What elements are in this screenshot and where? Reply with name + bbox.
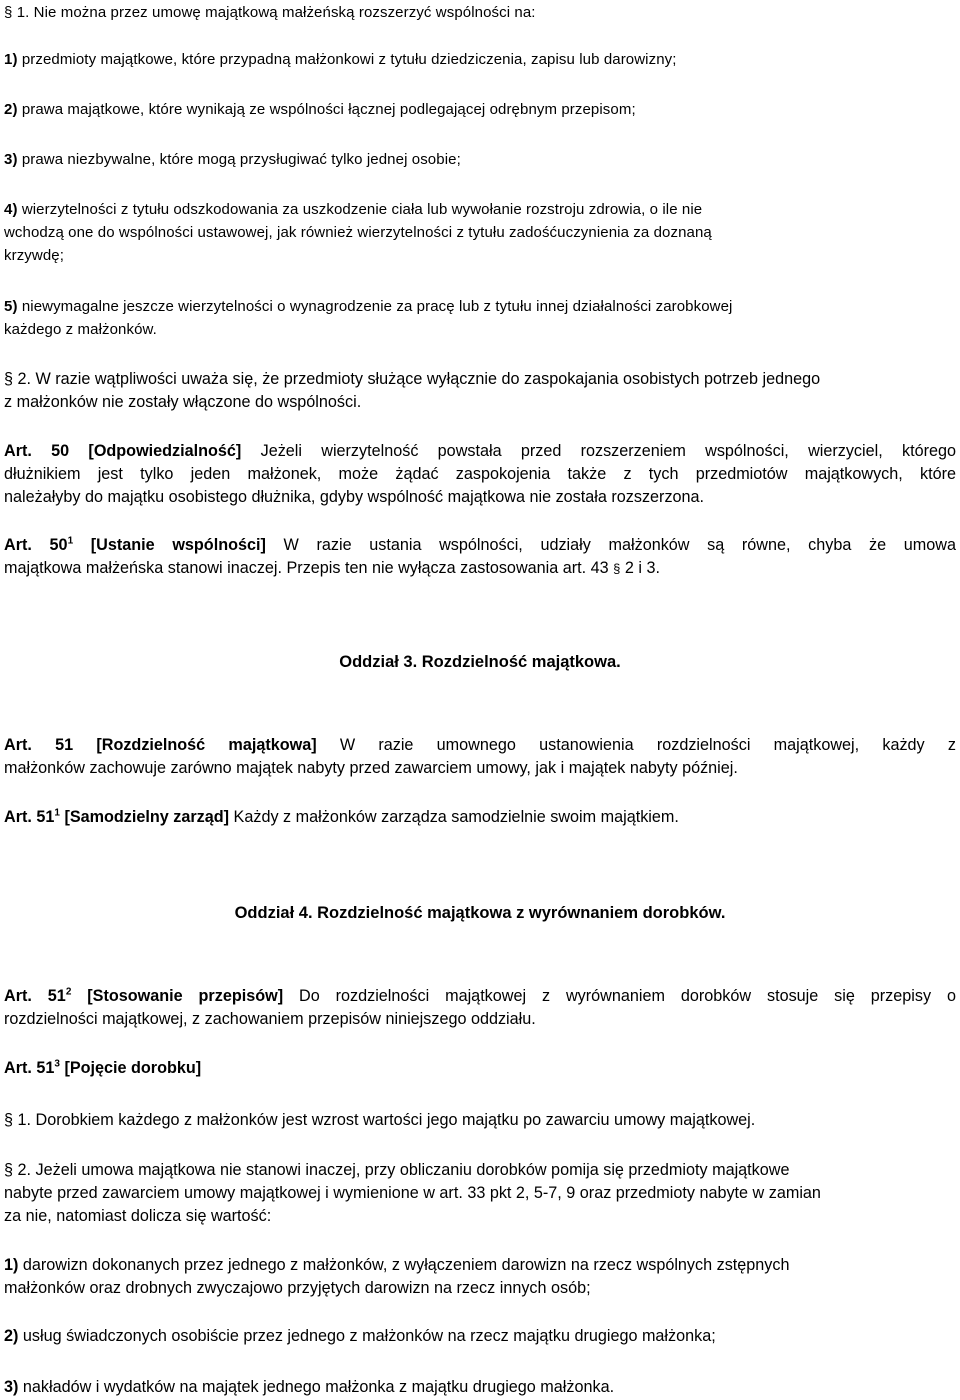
article-superscript: 2	[65, 986, 72, 998]
item-line-2: małżonków oraz drobnych zwyczajowo przyjętych darowizn na rzecz innych osób;	[4, 1279, 591, 1297]
article-51-1	[4, 806, 956, 829]
sub-item-3	[4, 1376, 956, 1399]
article-heading-b: [Samodzielny zarząd]	[59, 808, 230, 826]
item-text-line-1: wierzytelności z tytułu odszkodowania za uszkodzenie ciała lub wywołanie rozstroju zdrowia, o ile nie	[17, 201, 703, 218]
paragraph-line-2: z małżonków nie zostały włączone do wspólności.	[4, 393, 362, 411]
list-item-1	[4, 48, 956, 71]
article-superscript: 3	[54, 1058, 60, 1070]
item-text-line-1: niewymagalne jeszcze wierzytelności o wynagrodzenie za pracę lub z tytułu innej działalności zarobkowej	[17, 298, 733, 315]
article-heading-b: [Ustanie wspólności]	[73, 536, 266, 554]
article-51-3	[4, 1057, 956, 1080]
item-text: prawa majątkowe, które wynikają ze wspólności łącznej podlegającej odrębnym przepisom;	[17, 101, 636, 118]
list-item-3	[4, 148, 956, 171]
item-number: 2)	[4, 1327, 19, 1345]
list-item-5	[4, 295, 956, 341]
article-heading-b: [Pojęcie dorobku]	[59, 1059, 202, 1077]
sub-item-1	[4, 1254, 956, 1300]
article-text: Każdy z małżonków zarządza samodzielnie swoim majątkiem.	[229, 808, 679, 826]
article-superscript: 1	[54, 807, 60, 819]
article-50	[4, 440, 956, 509]
article-line-3: należałyby do majątku osobistego dłużnika, gdyby wspólność majątkowa nie została rozszerzona.	[4, 488, 705, 506]
article-line-2b: 2 i 3.	[620, 559, 660, 577]
article-51-2	[4, 985, 956, 1031]
article-line-1: W razie ustania wspólności, udziały małżonków są równe, chyba że umowa	[265, 536, 956, 554]
article-line-2: małżonków zachowuje zarówno majątek nabyty przed zawarciem umowy, jak i majątek nabyty później.	[4, 759, 738, 777]
item-text: nakładów i wydatków na majątek jednego małżonka z majątku drugiego małżonka.	[18, 1378, 615, 1396]
article-50-1	[4, 534, 956, 580]
article-heading: Art. 51 [Rozdzielność majątkowa]	[4, 736, 317, 754]
paragraph-art49-2	[4, 368, 956, 414]
heading-oddzial-3: Oddział 3. Rozdzielność majątkowa.	[339, 653, 621, 671]
item-text: prawa niezbywalne, które mogą przysługiwać tylko jednej osobie;	[17, 151, 461, 168]
article-line-2: rozdzielności majątkowej, z zachowaniem przepisów niniejszego oddziału.	[4, 1010, 536, 1028]
article-line-2a: majątkowa małżeńska stanowi inaczej. Przepis ten nie wyłącza zastosowania art. 43	[4, 559, 614, 577]
paragraph-art51-3-1	[4, 1109, 956, 1132]
paragraph-line-1: 2. W razie wątpliwości uważa się, że przedmioty służące wyłącznie do zaspokajania osobistych potrzeb jednego	[13, 370, 821, 388]
item-text: przedmioty majątkowe, które przypadną małżonkowi z tytułu dziedziczenia, zapisu lub darowizny;	[17, 51, 677, 68]
item-number: 3)	[4, 1378, 19, 1396]
item-number: 4)	[4, 201, 18, 218]
article-line-1: Jeżeli wierzytelność powstała przed rozszerzeniem wspólności, wierzyciel, którego	[241, 442, 956, 460]
paragraph-line-3: za nie, natomiast dolicza się wartość:	[4, 1207, 272, 1225]
item-number: 3)	[4, 151, 18, 168]
item-text: usług świadczonych osobiście przez jednego z małżonków na rzecz majątku drugiego małżonka;	[18, 1327, 716, 1345]
item-number: 1)	[4, 1256, 19, 1274]
list-item-4	[4, 198, 956, 267]
article-superscript: 1	[67, 535, 74, 547]
sub-item-2	[4, 1325, 956, 1348]
article-heading-b: [Stosowanie przepisów]	[71, 987, 284, 1005]
item-text-line-3: krzywdę;	[4, 247, 64, 264]
paragraph-art51-3-2	[4, 1159, 956, 1228]
article-heading: Art. 50 [Odpowiedzialność]	[4, 442, 242, 460]
article-heading-a: Art. 50	[4, 536, 68, 554]
item-text-line-2: wchodzą one do wspólności ustawowej, jak również wierzytelności z tytułu zadośćuczynienia za doznaną	[4, 224, 712, 241]
article-line-1: W razie umownego ustanowienia rozdzielności majątkowej, każdy z	[316, 736, 956, 754]
section-sign: §	[4, 1161, 14, 1179]
article-heading-a: Art. 51	[4, 987, 66, 1005]
item-line-1: darowizn dokonanych przez jednego z małżonków, z wyłączeniem darowizn na rzecz wspólnych zstępnych	[18, 1256, 790, 1274]
item-text-line-2: każdego z małżonków.	[4, 321, 157, 338]
article-heading-a: Art. 51	[4, 1059, 55, 1077]
paragraph-text: 1. Dorobkiem każdego z małżonków jest wzrost wartości jego majątku po zawarciu umowy majątkowej.	[13, 1111, 756, 1129]
section-sign: §	[4, 1111, 14, 1129]
list-item-2	[4, 98, 956, 121]
paragraph-art49-1	[4, 1, 956, 24]
paragraph-text: § 1. Nie można przez umowę majątkową małżeńską rozszerzyć wspólności na:	[4, 4, 536, 21]
article-heading-a: Art. 51	[4, 808, 55, 826]
article-line-1: Do rozdzielności majątkowej z wyrównaniem dorobków stosuje się przepisy o	[283, 987, 956, 1005]
heading-oddzial-4: Oddział 4. Rozdzielność majątkowa z wyrównaniem dorobków.	[234, 904, 726, 922]
item-number: 1)	[4, 51, 18, 68]
item-number: 2)	[4, 101, 18, 118]
paragraph-line-2: nabyte przed zawarciem umowy majątkowej i wymienione w art. 33 pkt 2, 5-7, 9 oraz przedmioty nabyte w zamian	[4, 1184, 821, 1202]
article-line-2: dłużnikiem jest tylko jeden małżonek, może żądać zaspokojenia także z tych przedmiotów majątkowych, które	[4, 465, 956, 483]
paragraph-line-1: 2. Jeżeli umowa majątkowa nie stanowi inaczej, przy obliczaniu dorobków pomija się przedmioty majątkowe	[13, 1161, 790, 1179]
section-sign: §	[4, 370, 14, 388]
article-51	[4, 734, 956, 780]
item-number: 5)	[4, 298, 18, 315]
section-sign: §	[613, 561, 621, 576]
